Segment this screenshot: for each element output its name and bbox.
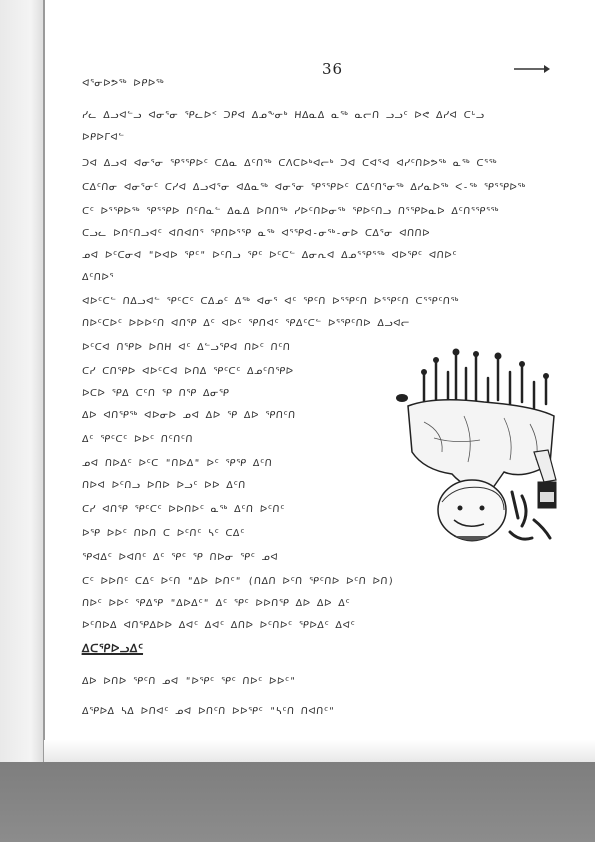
text-line: ᑎᐅᑦᑕᐅᑦ ᐅᐅᐅᑦᑎ ᐊᑎᕿ ᐃᑦ ᐊᐅᑦ ᕿᑎᐊᑦ ᕿᐃᑦᑕᓪ ᐅᕐᕿᑦᑎᐅ ᐃᓗᐊᓕ	[81, 318, 411, 329]
text-line: ᑕᓯ ᑕᑎᕿᐅ ᐊᐅᑦᑕᐊ ᐅᑎᐃ ᕿᑦᑕᑦ ᐃᓄᑦᑎᕿᐅ	[81, 366, 294, 377]
text-line: ᐃᐅ ᐊᑎᕿᖅ ᐊᐅᓂᐅ ᓄᐊ ᐃᐅ ᕿ ᐃᐅ ᕿᑎᑦᑎ	[81, 410, 297, 421]
page-binding-shadow	[0, 0, 44, 770]
text-line: ᐅᑦᑕᐊ ᑎᕿᐅ ᐅᑎᕼ ᐊᑦ ᐃᓪᓗᕿᐊ ᑎᐅᑦ ᑎᑦᑎ	[81, 342, 291, 353]
paper-bottom-edge	[44, 740, 595, 764]
text-line: ᓄᐊ ᑎᐅᐃᑦ ᐅᑦᑕ "ᑎᐅᐃ" ᐅᑦ ᕿᕿ ᐃᑦᑎ	[81, 458, 273, 469]
text-line: ᐅᕿ ᐅᐅᑦ ᑎᐅᑎ ᑕ ᐅᑦᑎᑦ ᓴᑦ ᑕᐃᑦ	[81, 528, 246, 539]
page-binding-edge	[43, 0, 45, 770]
text-line: ᑎᐅᐊ ᐅᑦᑎᓗ ᐅᑎᐅ ᐅᓗᑦ ᐅᐅ ᐃᑦᑎ	[81, 480, 247, 491]
text-line: ᐅᑦᑎᐅᐃ ᐊᑎᕿᐃᐅᐅ ᐃᐊᑦ ᐃᐊᑦ ᐃᑎᐅ ᐅᑦᑎᐅᑦ ᕿᐅᐃᑦ ᐃᐊᑦ	[81, 620, 356, 631]
text-line: ᕿᐊᐃᑦ ᐅᐊᑎᑦ ᐃᑦ ᕿᑦ ᕿ ᑎᐅᓂ ᕿᑦ ᓄᐊ	[81, 552, 279, 563]
text-line: ᐃᕿᐅᐃ ᓴᐃ ᐅᑎᐊᑦ ᓄᐊ ᐅᑎᑦᑎ ᐅᐅᕿᑦ "ᓴᑦᑎ ᑎᐊᑎᑦ"	[81, 706, 336, 717]
page-number: 36	[322, 60, 344, 78]
arrow-right-icon	[514, 64, 550, 74]
text-line: ᓯᓚ ᐃᓗᐊᓪᓗ ᐊᓂᕐᓂ ᕿᓚᐅᑉ ᑐᑭᐊ ᐃᓄᖕᓂᒃ ᕼᐃᓇᐃ ᓇᖅ ᓇᓕᑎ ᓗᓗᑦ ᐅᕙ ᐃᓯᐊ ᑕᒡᓗ	[81, 110, 486, 121]
text-line: ᑐᐊ ᐃᓗᐊ ᐊᓂᕐᓂ ᕿᕐᕿᐅᑦ ᑕᐃᓇ ᐃᑦᑎᖅ ᑕᐱᑕᐅᒃᐊᓕᒃ ᑐᐊ ᑕᐊᕐᐊ ᐊᓯᑦᑎᐅᕗᖅ ᓇᖅ ᑕᕐᖅ	[81, 158, 498, 169]
text-line: ᑕᓯ ᐊᑎᕿ ᕿᑦᑕᑦ ᐅᐅᑎᐅᑦ ᓇᖅ ᐃᑦᑎ ᐅᑦᑎᑦ	[81, 504, 286, 515]
text-line: ᑕᑦ ᐅᕐᕿᐅᖅ ᕿᕐᕿᐅ ᑎᑦᑎᓇᓪ ᐃᓇᐃ ᐅᑎᑎᖅ ᓯᐅᑦᑎᐅᓂᖅ ᕿᐅᑦᑎᓗ ᑎᕐᕿᐅᓇᐅ ᐃᑦᑎᕐᕿᕐᖅ	[81, 206, 500, 217]
text-line: ᐃᐅ ᐅᑎᐅ ᕿᑦᑎ ᓄᐊ "ᐅᕿᑦ ᕿᑦ ᑎᐅᑦ ᐅᐅᑦ"	[81, 676, 297, 687]
scanner-bed	[0, 762, 595, 842]
text-line: ᐃᑦᑎᐅᕐ	[81, 272, 115, 283]
section-heading: ᐃᑕᕿᐅᓗᐃᑦ	[81, 642, 144, 655]
text-line: ᐅᑭᐅᒥᐊᓪ	[81, 132, 125, 143]
text-line: ᑎᐅᑦ ᐅᐅᑦ ᕿᐃᕿ "ᐃᐅᐃᑦ" ᐃᑦ ᕿᑦ ᐅᐅᑎᕿ ᐃᐅ ᐃᐅ ᐃᑦ	[81, 598, 351, 609]
upside-down-figure-illustration	[394, 342, 566, 554]
text-line: ᑕᓗᓚ ᐅᑎᑦᑎᓗᐊᑦ ᐊᑎᐊᑎᕐ ᕿᑎᐅᕐᕿ ᓇᖅ ᐊᕐᕿᐊ-ᓂᖅ-ᓂᐅ ᑕᐃᕐᓂ ᐊᑎᑎᐅ	[81, 228, 431, 239]
text-line: ᑕᑦ ᐅᐅᑎᑦ ᑕᐃᑦ ᐅᑦᑎ "ᐃᐅ ᐅᑎᑦ" (ᑎᐃᑎ ᐅᑦᑎ ᕿᑦᑎᐅ ᐅᑦᑎ ᐅᑎ)	[81, 576, 395, 587]
text-line: ᓄᐊ ᐅᑦᑕᓂᐊ "ᐅᐊᐅ ᕿᑦ" ᐅᑦᑎᓗ ᕿᑦ ᐅᑦᑕᓪ ᐃᓂᕆᐊ ᐃᓄᕐᕿᕐᖅ ᐊᐅᕿᑦ ᐊᑎᐅᑦ	[81, 250, 458, 261]
text-line: ᐊᐅᑦᑕᓪ ᑎᐃᓗᐊᓪ ᕿᑦᑕᑦ ᑕᐃᓄᑦ ᐃᖅ ᐊᓂᕐ ᐊᑦ ᕿᑦᑎ ᐅᕐᕿᑦᑎ ᐅᕐᕿᑦᑎ ᑕᕐᕿᑦᑎᖅ	[81, 296, 460, 307]
text-line: ᑕᐃᑦᑎᓂ ᐊᓂᕐᓂᑦ ᑕᓯᐊ ᐃᓗᐊᕐᓂ ᐊᐃᓇᖅ ᐊᓂᕐᓂ ᕿᕐᕿᐅᑦ ᑕᐃᑦᑎᕐᓂᖅ ᐃᓯᓇᐅᖅ ᐸ-ᖅ ᕿᕐᕿᐅᖅ	[81, 182, 527, 193]
text-line: ᐅᑕᐅ ᕿᐃ ᑕᑦᑎ ᕿ ᑎᕿ ᐃᓂᕿ	[81, 388, 230, 399]
text-line: ᐊᕐᓂᐅᕗᖅ ᐅᑭᐅᖅ	[81, 78, 165, 89]
text-line: ᐃᑦ ᕿᑦᑕᑦ ᐅᐅᑦ ᑎᑦᑎᑦᑎ	[81, 434, 194, 445]
